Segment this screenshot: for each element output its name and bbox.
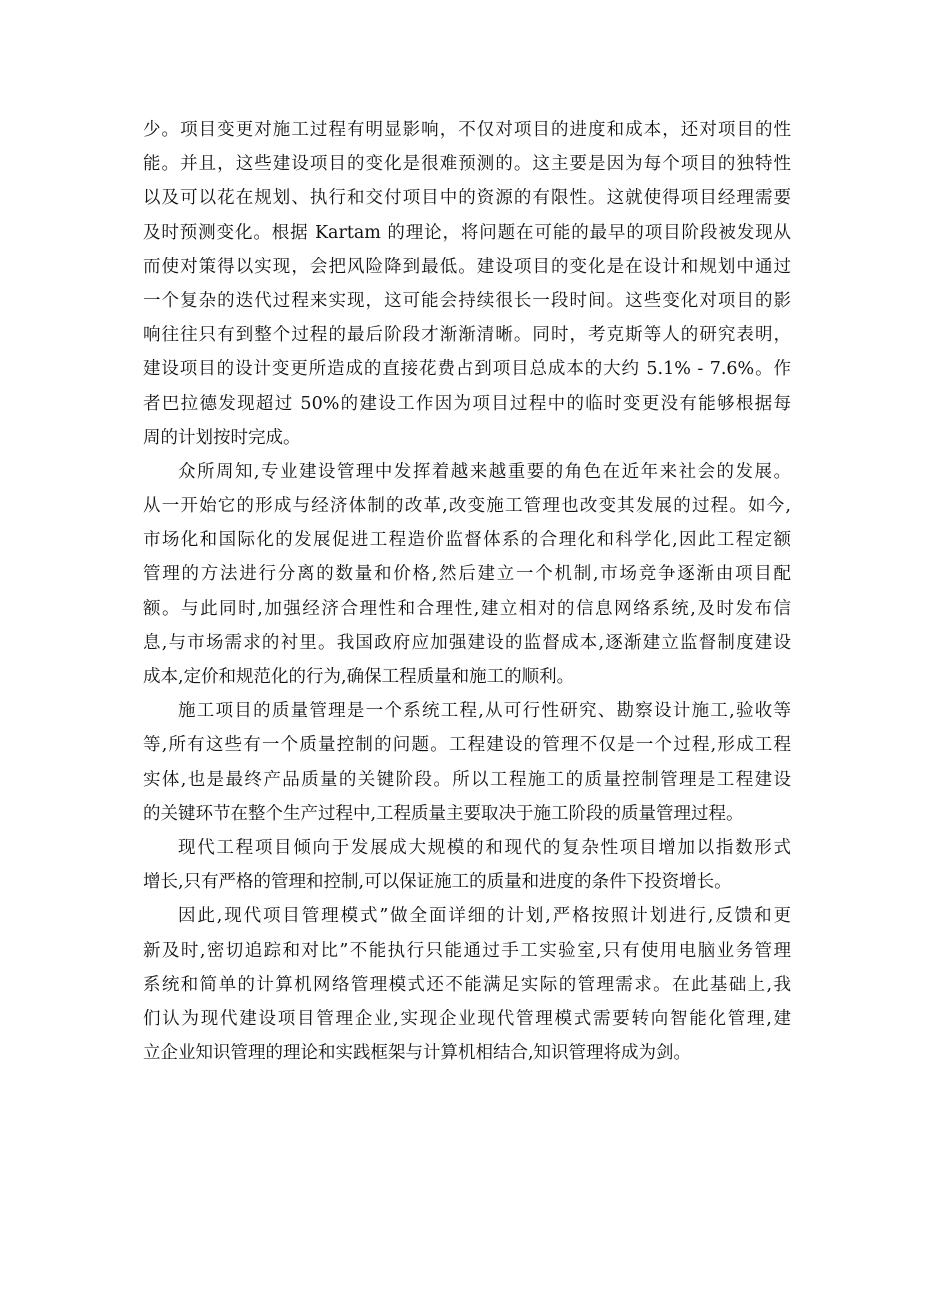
text-line: 系统和简单的计算机网络管理模式还不能满足实际的管理需求。在此基础上,我 (143, 974, 791, 995)
paragraph (143, 113, 791, 455)
text-line: 者巴拉德发现超过 50%的建设工作因为项目过程中的临时变更没有能够根据每 (143, 393, 791, 414)
text-line: 因此,现代项目管理模式”做全面详细的计划,严格按照计划进行,反馈和更 (178, 906, 791, 927)
text-line: 建设项目的设计变更所造成的直接花费占到项目总成本的大约 5.1% - 7.6%。作 (143, 359, 791, 380)
paragraph (143, 455, 791, 694)
text-line: 施工项目的质量管理是一个系统工程,从可行性研究、勘察设计施工,验收等 (178, 701, 791, 722)
text-line: 新及时,密切追踪和对比”不能执行只能通过手工实验室,只有使用电脑业务管理 (143, 940, 791, 961)
text-line: 增长,只有严格的管理和控制,可以保证施工的质量和进度的条件下投资增长。 (143, 872, 732, 893)
text-line: 及时预测变化。根据 Kartam 的理论，将问题在可能的最早的项目阶段被发现从 (143, 222, 791, 243)
paragraph (143, 694, 791, 831)
text-line: 少。项目变更对施工过程有明显影响，不仅对项目的进度和成本，还对项目的性 (143, 120, 791, 140)
text-line: 实体,也是最终产品质量的关键阶段。所以工程施工的质量控制管理是工程建设 (143, 769, 791, 790)
text-line: 周的计划按时完成。 (143, 427, 301, 448)
text-line: 一个复杂的迭代过程来实现，这可能会持续很长一段时间。这些变化对项目的影 (143, 290, 791, 311)
paragraph (143, 899, 791, 1070)
text-line: 而使对策得以实现，会把风险降到最低。建设项目的变化是在设计和规划中通过 (143, 256, 791, 277)
text-line: 响往往只有到整个过程的最后阶段才渐渐清晰。同时，考克斯等人的研究表明， (143, 325, 791, 346)
text-line: 能。并且，这些建设项目的变化是很难预测的。这主要是因为每个项目的独特性 (143, 154, 791, 175)
text-line: 现代工程项目倾向于发展成大规模的和现代的复杂性项目增加以指数形式 (178, 837, 791, 858)
text-line: 息,与市场需求的衬里。我国政府应加强建设的监督成本,逐渐建立监督制度建设 (143, 632, 791, 653)
text-line: 额。与此同时,加强经济合理性和合理性,建立相对的信息网络系统,及时发布信 (143, 598, 791, 619)
text-line: 从一开始它的形成与经济体制的改革,改变施工管理也改变其发展的过程。如今, (143, 496, 791, 517)
text-line: 众所周知,专业建设管理中发挥着越来越重要的角色在近年来社会的发展。 (178, 461, 791, 482)
text-line: 立企业知识管理的理论和实践框架与计算机相结合,知识管理将成为剑。 (143, 1043, 692, 1064)
paragraph (143, 831, 791, 899)
body-text (143, 113, 791, 1070)
text-line: 等,所有这些有一个质量控制的问题。工程建设的管理不仅是一个过程,形成工程 (143, 735, 791, 756)
text-line: 的关键环节在整个生产过程中,工程质量主要取决于施工阶段的质量管理过程。 (143, 803, 744, 824)
text-line: 成本,定价和规范化的行为,确保工程质量和施工的顺利。 (143, 667, 575, 687)
text-line: 们认为现代建设项目管理企业,实现企业现代管理模式需要转向智能化管理,建 (143, 1008, 791, 1029)
text-line: 市场化和国际化的发展促进工程造价监督体系的合理化和科学化,因此工程定额 (143, 530, 791, 551)
text-line: 管理的方法进行分离的数量和价格,然后建立一个机制,市场竞争逐渐由项目配 (143, 564, 791, 585)
text-line: 以及可以花在规划、执行和交付项目中的资源的有限性。这就使得项目经理需要 (143, 188, 791, 209)
